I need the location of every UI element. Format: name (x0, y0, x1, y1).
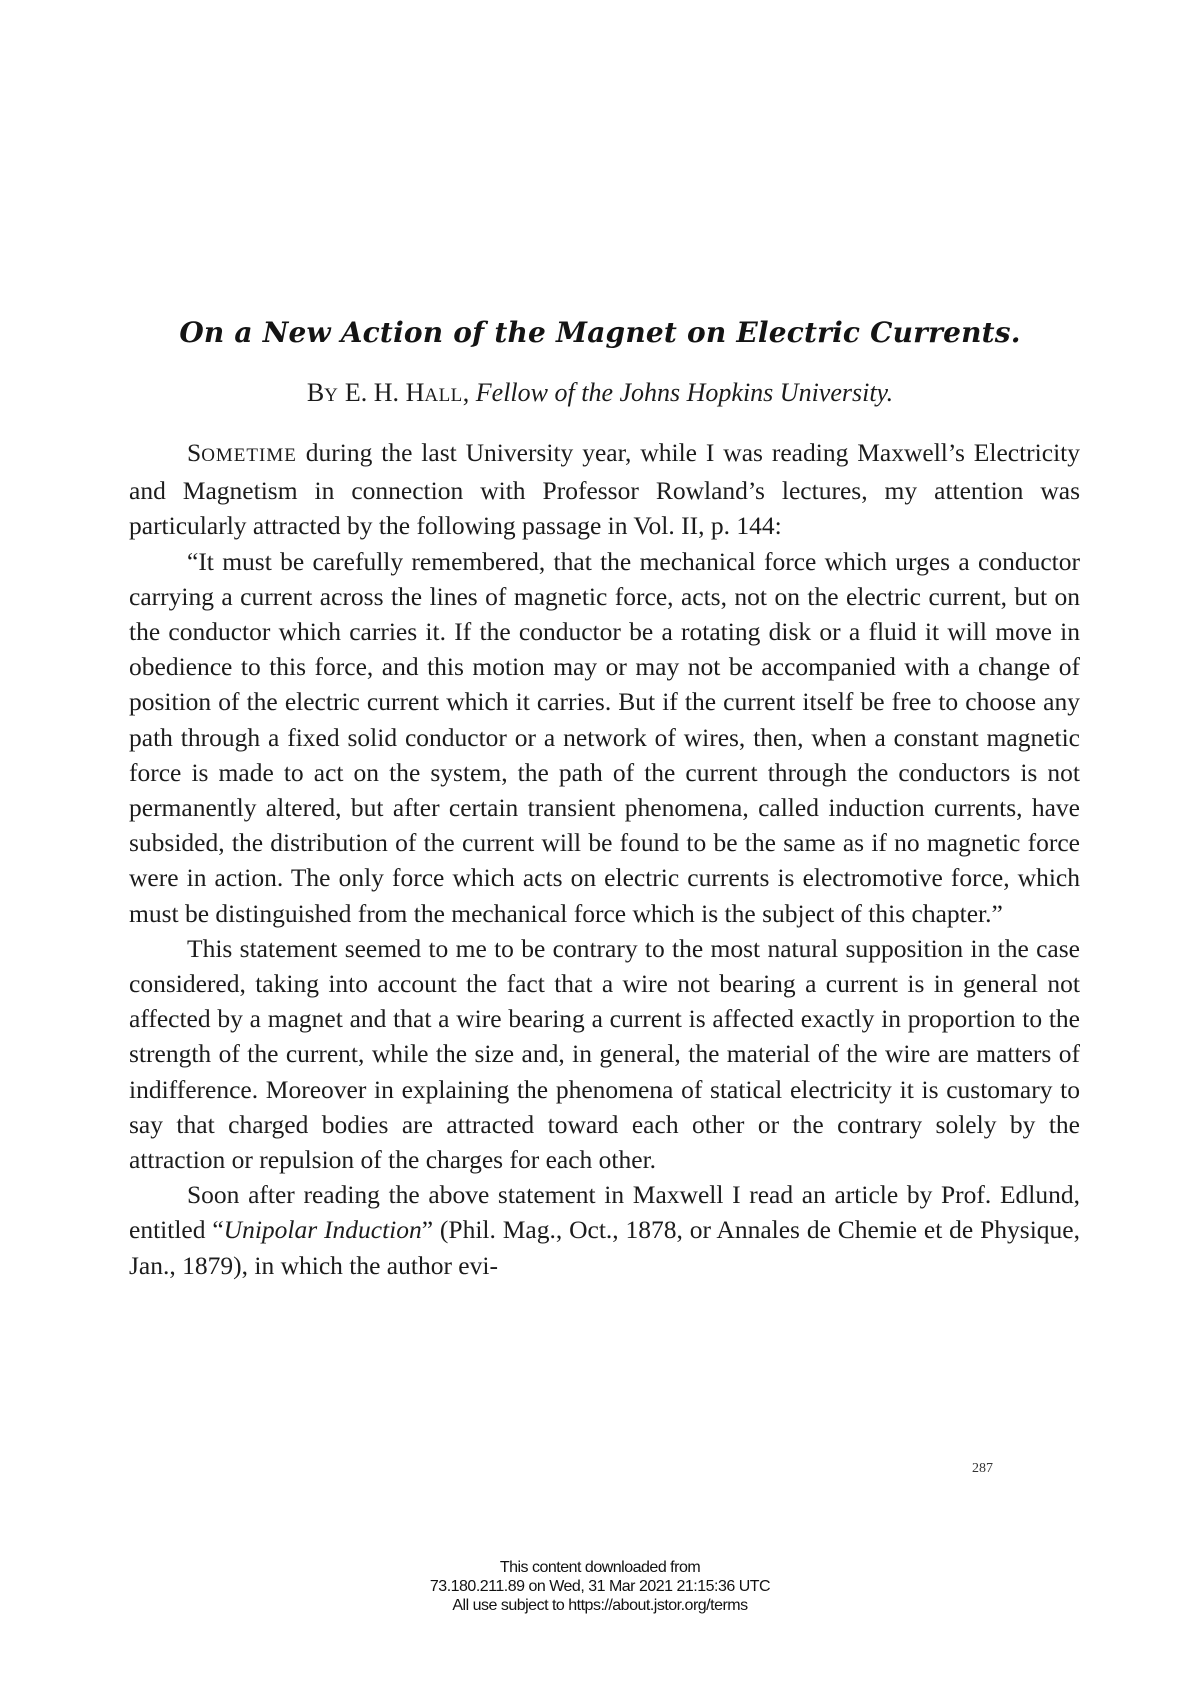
paragraph-2-quotation: “It must be carefully remembered, that the mechanical force which urges a conductor carrying a current across the lines of magnetic force, acts, not on the electric current, but on the conductor which carries it. If the conductor be a rotating disk or a fluid it will move in obedience to this force, and this motion may or may not be accompanied with a change of position of the electric current which it carries. But if the current itself be free to choose any path through a fixed solid conductor or a network of wires, then, when a constant magnetic force is made to act on the system, the path of the current through the conductors is not permanently altered, but after certain transient phenomena, called induction currents, have subsided, the distribution of the current will be found to be the same as if no magnetic force were in action. The only force which acts on electric currents is electromotive force, which must be distinguished from the mechanical force which is the subject of this chapter.” (129, 546, 1080, 928)
paragraph-1-text: during the last University year, while I was reading Maxwell’s Electricity and Magnetism in connection with Professor Rowland’s lectures, my attention was particularly attracted by the following passage in Vol. II, p. 144: (129, 438, 1080, 541)
paragraph-1 (129, 435, 1080, 544)
paragraph-4 (129, 1177, 1080, 1283)
download-footer (300, 1558, 900, 1615)
byline-affiliation: Fellow of the Johns Hopkins University. (475, 378, 894, 407)
byline-author-first: E. H. (338, 378, 406, 407)
byline-author-initial: H (405, 378, 425, 407)
byline (100, 378, 1100, 408)
paragraph-4-before: Soon after reading the above statement in Maxwell I read an article by Prof. Edlund, entitled “ (129, 1180, 1080, 1245)
byline-by-initial: B (306, 378, 325, 407)
footer-line-1: This content downloaded from (499, 1559, 701, 1576)
article-title: On a New Action of the Magnet on Electric Currents. (179, 316, 1021, 349)
paragraph-4-after: ” (Phil. Mag., Oct., 1878, or Annales de Chemie et de Physique, Jan., 1879), in which the author evi- (129, 1215, 1080, 1280)
paragraph-3: This statement seemed to me to be contrary to the most natural supposition in the case considered, taking into account the fact that a wire not bearing a current is in general not affected by a magnet and that a wire bearing a current is affected exactly in proportion to the strength of the current, while the size and, in general, the material of the wire are matters of indifference. Moreover in explaining the phenomena of statical electricity it is customary to say that charged bodies are attracted toward each other or the contrary solely by the attraction or repulsion of the charges for each other. (129, 933, 1080, 1175)
paragraph-1-lead-initial: S (187, 438, 202, 467)
footer-line-2: 73.180.211.89 on Wed, 31 Mar 2021 21:15:36 UTC (429, 1578, 771, 1595)
paragraph-1-lead-rest: OMETIME (201, 445, 297, 466)
byline-comma: , (462, 378, 476, 407)
article-body (129, 435, 1080, 1283)
footer-line-3: All use subject to https://about.jstor.org/terms (452, 1597, 748, 1614)
byline-author-rest: ALL (424, 385, 463, 406)
page-number: 287 (972, 1461, 993, 1476)
byline-by-rest: Y (324, 385, 339, 406)
paragraph-4-italic-title: Unipolar Induction (223, 1215, 422, 1245)
